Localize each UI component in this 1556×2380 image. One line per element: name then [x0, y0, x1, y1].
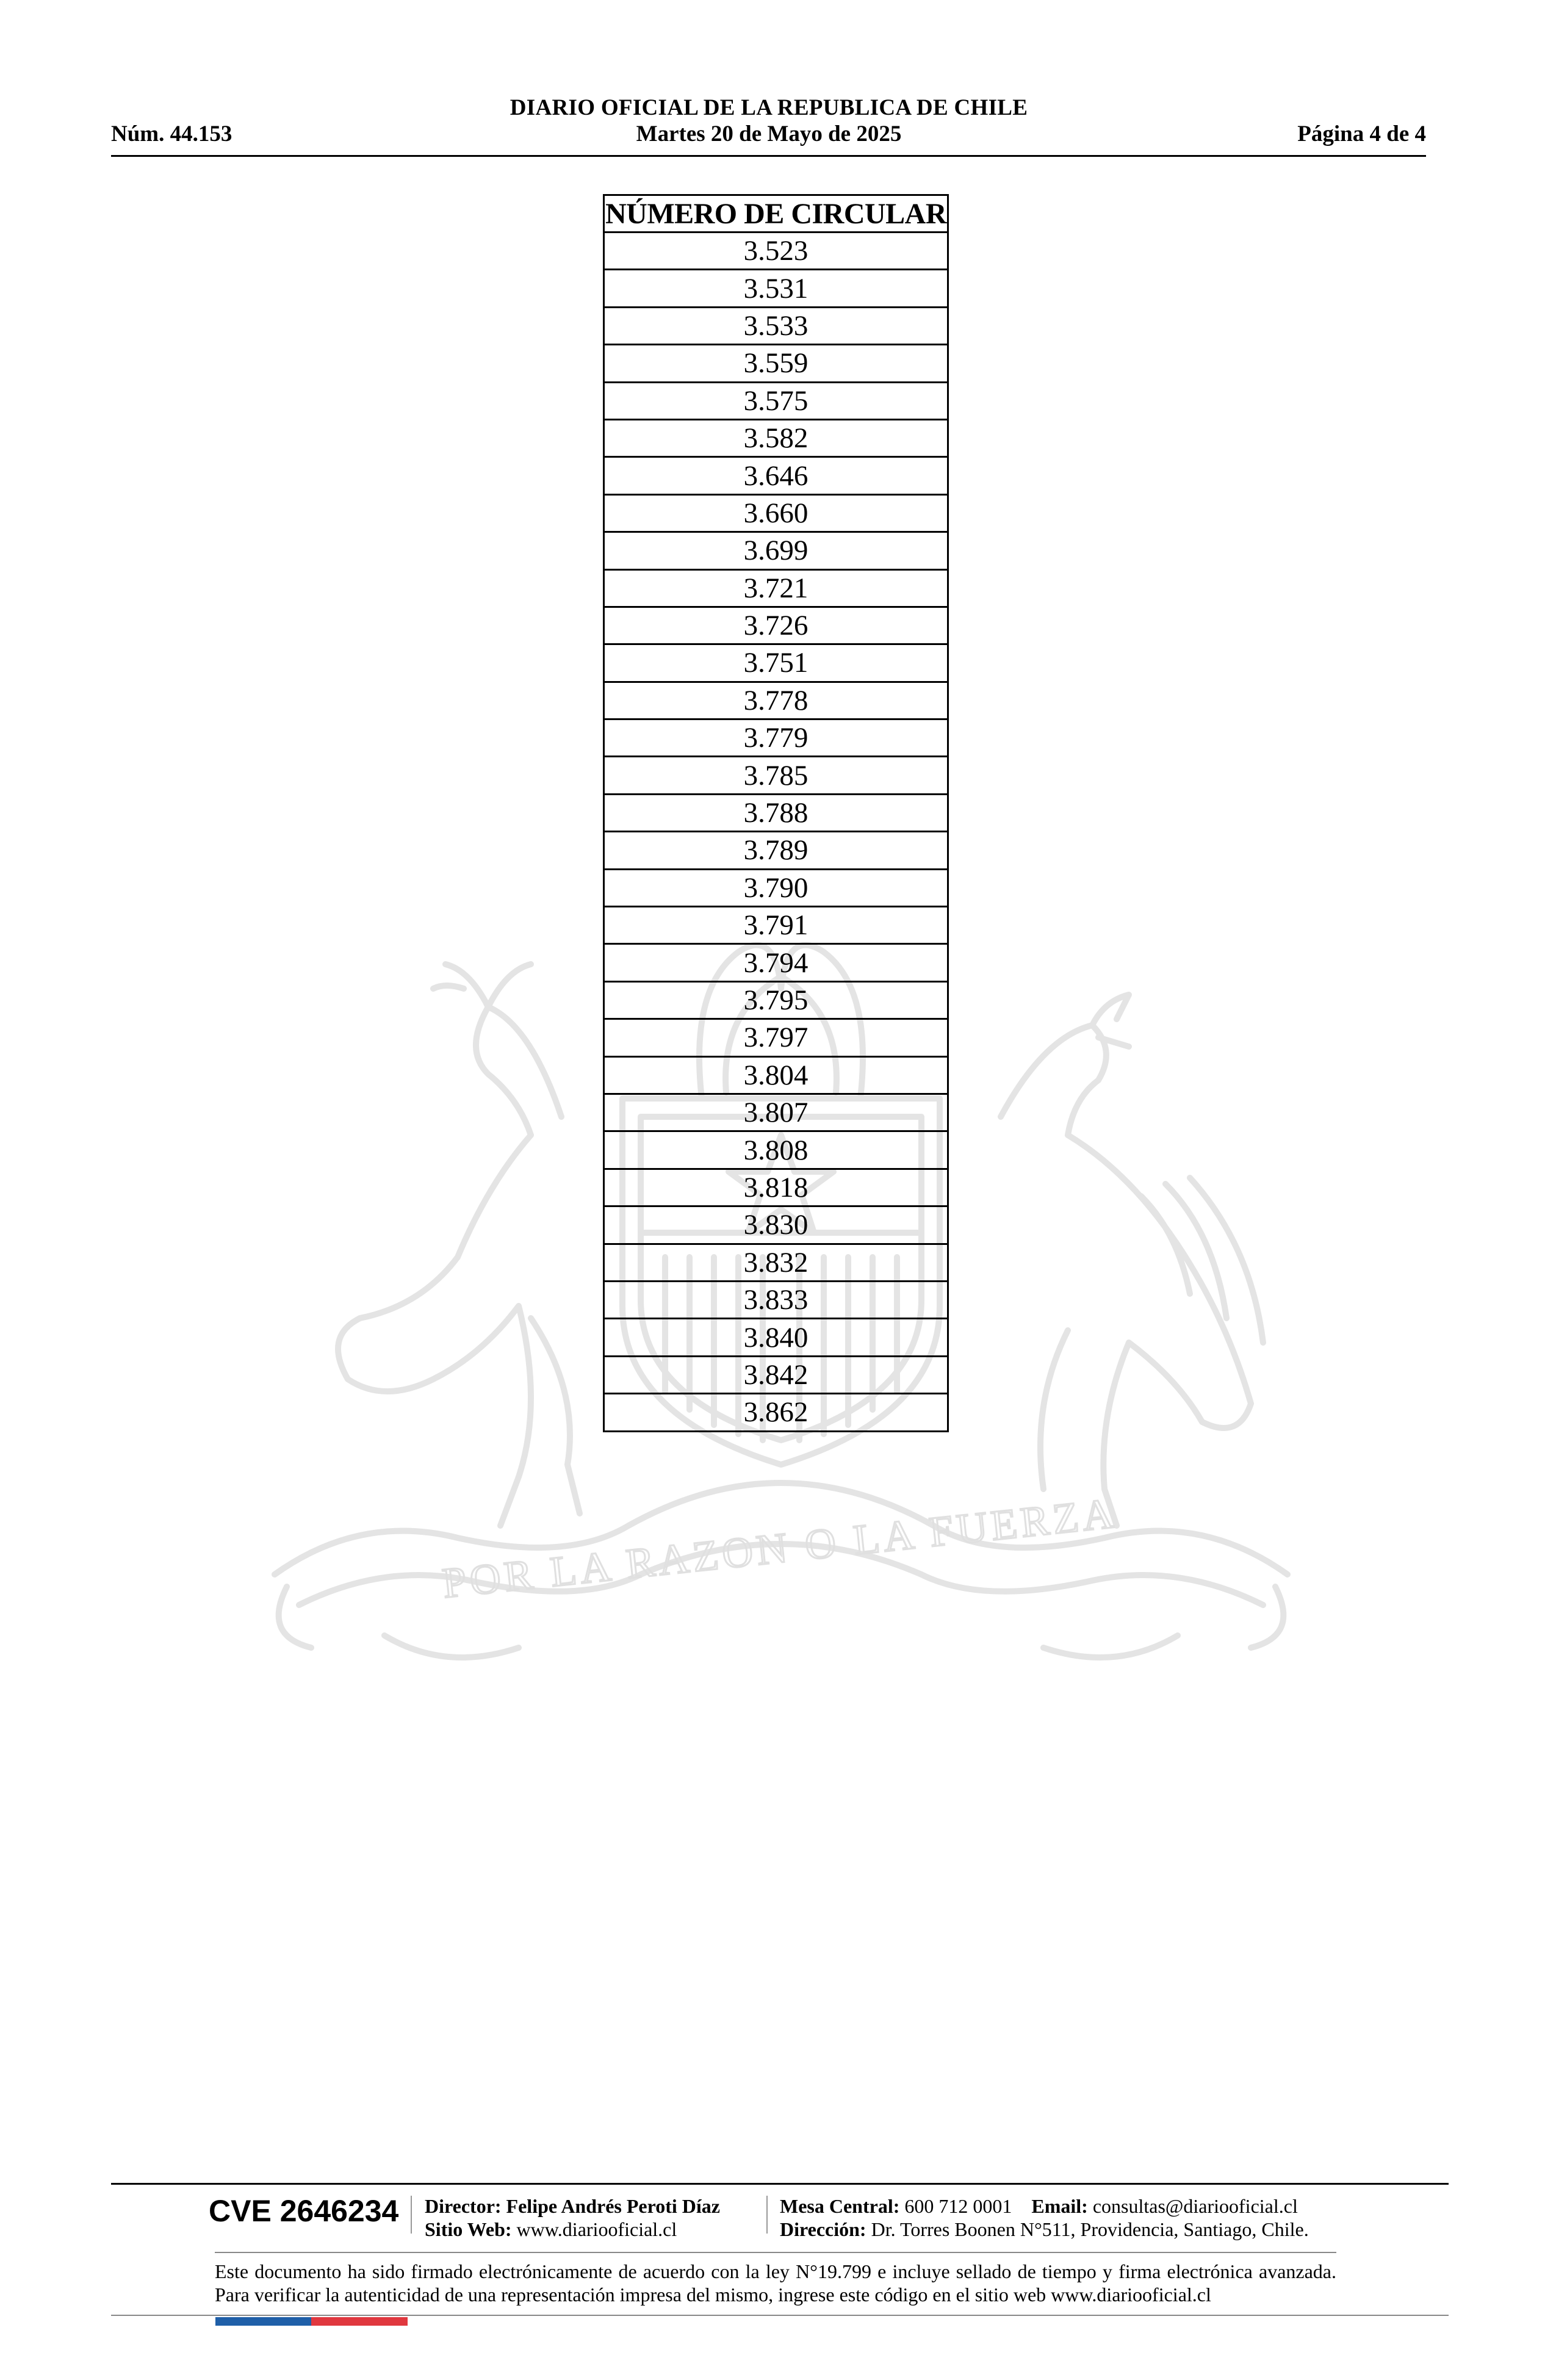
table-row: 3.804	[604, 1056, 948, 1094]
table-row: 3.790	[604, 869, 948, 906]
table-row: 3.797	[604, 1019, 948, 1056]
web-value[interactable]: www.diariooficial.cl	[516, 2218, 677, 2240]
signature-note: Este documento ha sido firmado electrónicamente de acuerdo con la ley N°19.799 e incluye sellado de tiempo y firma electrónica avanzada. Para verificar la autenticidad de una representación impresa del mismo, ingrese este código en el sitio web www.diariooficial.cl	[215, 2260, 1336, 2306]
table-row: 3.862	[604, 1394, 948, 1431]
table-row: 3.660	[604, 494, 948, 532]
footer-divider-bottom	[111, 2315, 1449, 2316]
table-row: 3.523	[604, 233, 948, 270]
table-row: 3.842	[604, 1356, 948, 1393]
table-row: 3.818	[604, 1169, 948, 1206]
direccion-value: Dr. Torres Boonen N°511, Providencia, Santiago, Chile.	[871, 2218, 1309, 2240]
table-row: 3.575	[604, 382, 948, 419]
table-row: 3.726	[604, 607, 948, 644]
footer-director-block	[425, 2194, 720, 2241]
table-row: 3.791	[604, 907, 948, 944]
table-row: 3.699	[604, 532, 948, 569]
table-row: 3.785	[604, 757, 948, 794]
table-row: 3.807	[604, 1094, 948, 1131]
footer-contact-block	[780, 2194, 1309, 2241]
table-row: 3.751	[604, 644, 948, 682]
table-row: 3.830	[604, 1206, 948, 1244]
table-row: 3.646	[604, 457, 948, 494]
table-row: 3.559	[604, 345, 948, 382]
footer-divider-middle	[215, 2252, 1336, 2253]
header-divider	[111, 155, 1426, 157]
table-row: 3.778	[604, 682, 948, 719]
cve-code: CVE 2646234	[209, 2194, 399, 2228]
table-row: 3.788	[604, 794, 948, 831]
email-value[interactable]: consultas@diariooficial.cl	[1092, 2195, 1298, 2217]
table-row: 3.808	[604, 1131, 948, 1169]
issue-date: Martes 20 de Mayo de 2025	[636, 121, 902, 146]
table-row: 3.794	[604, 944, 948, 981]
issue-number: Núm. 44.153	[111, 121, 232, 146]
email-label: Email:	[1031, 2195, 1088, 2217]
watermark-motto: POR LA RAZON O LA FUERZA	[440, 1490, 1119, 1607]
footer-divider-top	[111, 2183, 1449, 2185]
footer-separator	[411, 2196, 412, 2234]
table-row: 3.789	[604, 832, 948, 869]
mesa-label: Mesa Central:	[780, 2195, 900, 2217]
newspaper-title: DIARIO OFICIAL DE LA REPUBLICA DE CHILE	[510, 95, 1028, 120]
table-row: 3.533	[604, 307, 948, 344]
director-label: Director:	[425, 2195, 502, 2217]
table-row: 3.582	[604, 419, 948, 456]
mesa-value: 600 712 0001	[904, 2195, 1012, 2217]
page-indicator: Página 4 de 4	[1297, 121, 1426, 146]
table-row: 3.531	[604, 270, 948, 307]
circular-numbers-table	[603, 194, 949, 1432]
table-row: 3.840	[604, 1319, 948, 1356]
flag-stripe-blue	[215, 2317, 311, 2326]
table-row: 3.832	[604, 1244, 948, 1281]
director-value: Felipe Andrés Peroti Díaz	[506, 2195, 720, 2217]
table-row: 3.833	[604, 1281, 948, 1318]
flag-stripe-red	[311, 2317, 408, 2326]
table-header: NÚMERO DE CIRCULAR	[604, 195, 948, 233]
web-label: Sitio Web:	[425, 2218, 512, 2240]
table-row: 3.721	[604, 569, 948, 607]
table-row: 3.779	[604, 719, 948, 757]
footer-separator	[766, 2196, 768, 2234]
table-row: 3.795	[604, 981, 948, 1019]
direccion-label: Dirección:	[780, 2218, 866, 2240]
